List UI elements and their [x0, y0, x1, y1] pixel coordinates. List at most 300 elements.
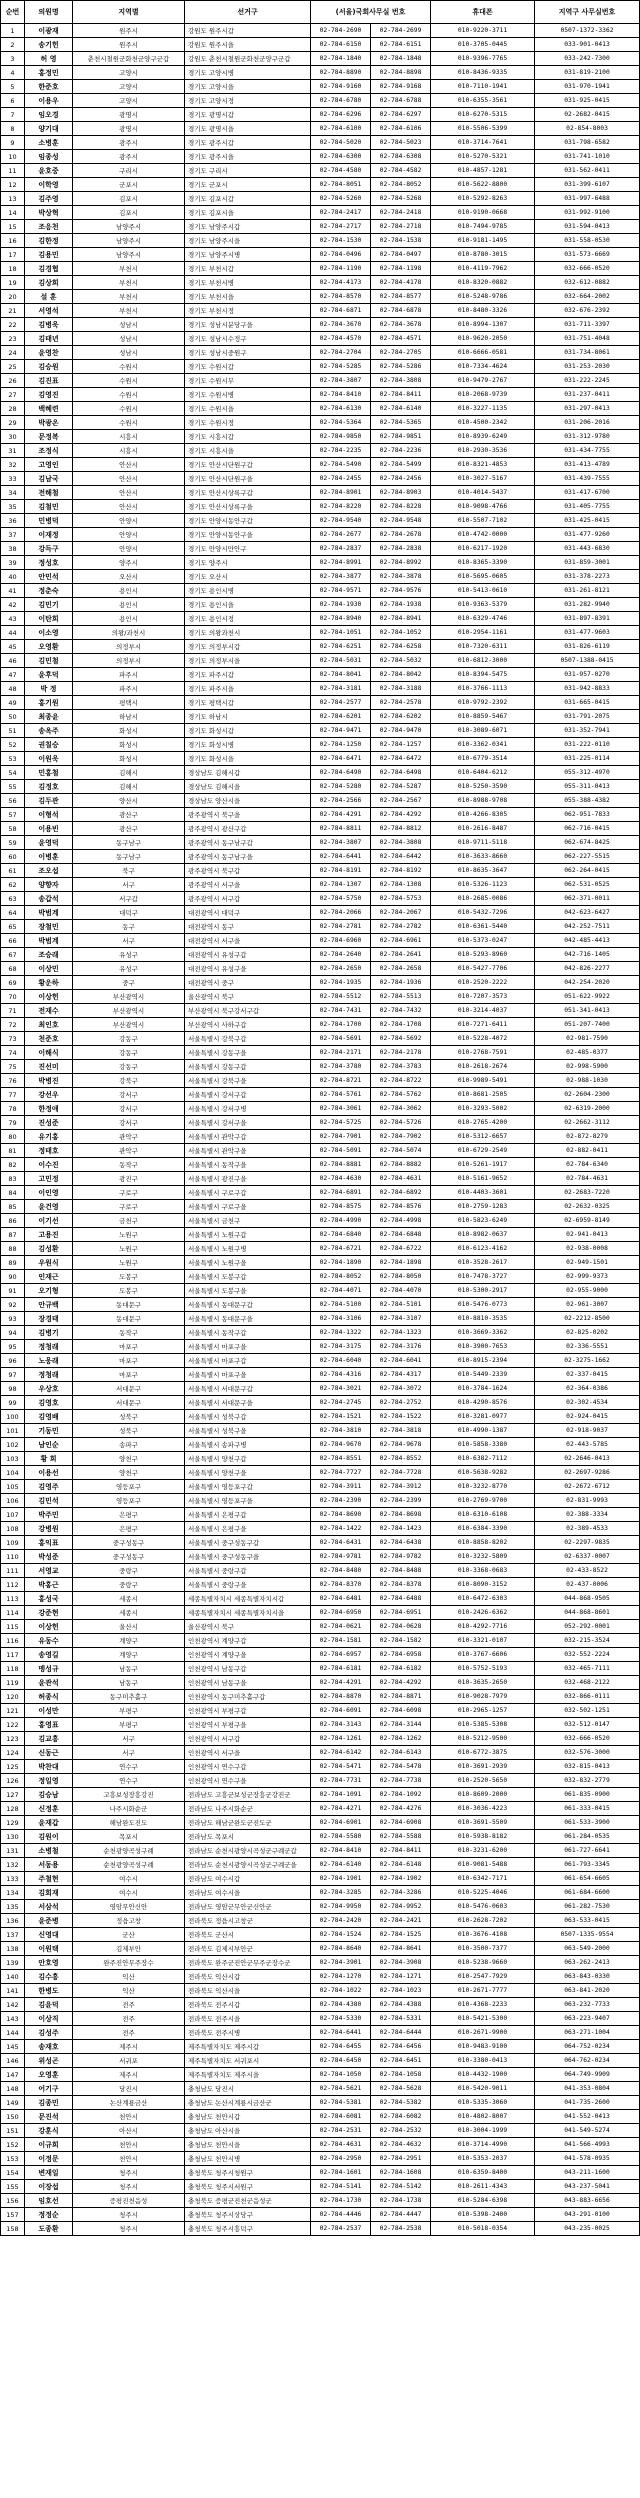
member-name: 홍익표	[25, 1536, 73, 1550]
row-number: 157	[1, 2208, 25, 2222]
seoul-office-phone-2: 02-784-4447	[371, 2208, 431, 2222]
seoul-office-phone-1: 02-784-8881	[311, 1158, 371, 1172]
seoul-office-phone-2: 02-784-9782	[371, 1550, 431, 1564]
member-name: 김승원	[25, 360, 73, 374]
seoul-office-phone-2: 02-784-9851	[371, 430, 431, 444]
district-cell: 강원도 원주시을	[185, 38, 311, 52]
table-row	[1, 1578, 640, 1592]
local-office-phone: 032-612-0882	[535, 276, 640, 290]
seoul-office-phone-1: 02-784-6950	[311, 1606, 371, 1620]
mobile-phone: 010-8982-0637	[431, 1228, 535, 1242]
seoul-office-phone-1: 02-784-7727	[311, 1466, 371, 1480]
seoul-office-phone-1: 02-784-4990	[311, 1214, 371, 1228]
district-cell: 전라북도 익산시을	[185, 1984, 311, 1998]
member-name: 우상호	[25, 1382, 73, 1396]
seoul-office-phone-1: 02-784-2690	[311, 24, 371, 38]
mobile-phone: 010-2628-7202	[431, 1914, 535, 1928]
table-row	[1, 1802, 640, 1816]
mobile-phone: 010-4290-8576	[431, 1396, 535, 1410]
district-cell: 경기도 안양시동안구을	[185, 528, 311, 542]
member-name: 오영환	[25, 640, 73, 654]
member-name: 박범계	[25, 906, 73, 920]
district-cell: 서울특별시 성북구을	[185, 1424, 311, 1438]
district-cell: 광주광역시 동구남구을	[185, 850, 311, 864]
local-office-phone: 042-254-2020	[535, 976, 640, 990]
region-cell: 연수구	[73, 1760, 185, 1774]
seoul-office-phone-2: 02-784-4582	[371, 164, 431, 178]
mobile-phone: 010-6310-6108	[431, 1508, 535, 1522]
local-office-phone: 031-477-9603	[535, 626, 640, 640]
region-cell: 동구남구	[73, 850, 185, 864]
region-cell: 제주시	[73, 2040, 185, 2054]
region-cell: 김포시	[73, 206, 185, 220]
local-office-phone: 032-666-0520	[535, 262, 640, 276]
member-name: 문진석	[25, 2110, 73, 2124]
seoul-office-phone-1: 02-784-2650	[311, 962, 371, 976]
table-row	[1, 1368, 640, 1382]
table-row	[1, 458, 640, 472]
table-row	[1, 234, 640, 248]
seoul-office-phone-1: 02-784-2455	[311, 472, 371, 486]
row-number: 86	[1, 1214, 25, 1228]
local-office-phone: 051-207-7400	[535, 1018, 640, 1032]
row-number: 93	[1, 1312, 25, 1326]
seoul-office-phone-2: 02-784-1092	[371, 1788, 431, 1802]
local-office-phone: 031-594-0413	[535, 220, 640, 234]
mobile-phone: 010-5248-9786	[431, 290, 535, 304]
mobile-phone: 010-3669-3362	[431, 1326, 535, 1340]
table-row	[1, 626, 640, 640]
local-office-phone: 031-819-2100	[535, 66, 640, 80]
seoul-office-phone-1: 02-784-6296	[311, 108, 371, 122]
table-row	[1, 2096, 640, 2110]
seoul-office-phone-1: 02-784-6891	[311, 1186, 371, 1200]
local-office-phone: 032-512-0147	[535, 1718, 640, 1732]
seoul-office-phone-1: 02-784-2171	[311, 1046, 371, 1060]
local-office-phone: 02-872-8279	[535, 1130, 640, 1144]
seoul-office-phone-2: 02-784-5753	[371, 892, 431, 906]
table-row	[1, 1200, 640, 1214]
table-row	[1, 1830, 640, 1844]
mobile-phone: 010-5858-3380	[431, 1438, 535, 1452]
table-row	[1, 1788, 640, 1802]
mobile-phone: 010-2954-1161	[431, 626, 535, 640]
region-cell: 춘천시철원군화천군양구군갑	[73, 52, 185, 66]
local-office-phone: 02-2297-9835	[535, 1536, 640, 1550]
local-office-phone: 031-352-7941	[535, 724, 640, 738]
mobile-phone: 010-8436-9335	[431, 66, 535, 80]
mobile-phone: 010-5018-0354	[431, 2222, 535, 2236]
seoul-office-phone-1: 02-784-2566	[311, 794, 371, 808]
row-number: 2	[1, 38, 25, 52]
table-row	[1, 990, 640, 1004]
row-number: 6	[1, 94, 25, 108]
region-cell: 익산	[73, 1970, 185, 1984]
seoul-office-phone-1: 02-784-0621	[311, 1620, 371, 1634]
row-number: 96	[1, 1354, 25, 1368]
district-cell: 경기도 수원시정	[185, 416, 311, 430]
mobile-phone: 010-3900-7653	[431, 1340, 535, 1354]
region-cell: 서귀포	[73, 2054, 185, 2068]
row-number: 53	[1, 752, 25, 766]
local-office-phone: 032-832-2779	[535, 1774, 640, 1788]
member-name: 노웅래	[25, 1354, 73, 1368]
seoul-office-phone-1: 02-784-8551	[311, 1452, 371, 1466]
region-cell: 논산계룡금산	[73, 2096, 185, 2110]
district-cell: 대전광역시 동구	[185, 920, 311, 934]
district-cell: 서울특별시 양천구을	[185, 1466, 311, 1480]
seoul-office-phone-2: 02-784-6848	[371, 1228, 431, 1242]
mobile-phone: 010-5292-8263	[431, 192, 535, 206]
member-name: 기동민	[25, 1424, 73, 1438]
member-name: 전해철	[25, 486, 73, 500]
seoul-office-phone-2: 02-784-8378	[371, 1578, 431, 1592]
region-cell: 서구	[73, 878, 185, 892]
member-name: 박주민	[25, 1508, 73, 1522]
district-cell: 광주광역시 서구갑	[185, 892, 311, 906]
table-row	[1, 976, 640, 990]
seoul-office-phone-2: 02-784-4292	[371, 1676, 431, 1690]
table-row	[1, 388, 640, 402]
mobile-phone: 010-4266-8305	[431, 808, 535, 822]
local-office-phone: 063-549-2000	[535, 1942, 640, 1956]
mobile-phone: 010-5507-7102	[431, 514, 535, 528]
seoul-office-phone-2: 02-784-1308	[371, 878, 431, 892]
member-name: 김영배	[25, 1410, 73, 1424]
seoul-office-phone-2: 02-784-3144	[371, 1718, 431, 1732]
seoul-office-phone-2: 02-784-8871	[371, 1690, 431, 1704]
local-office-phone: 051-622-9922	[535, 990, 640, 1004]
region-cell: 광산구	[73, 808, 185, 822]
mobile-phone: 010-7320-6311	[431, 640, 535, 654]
seoul-office-phone-2: 02-784-2658	[371, 962, 431, 976]
mobile-phone: 010-9479-2767	[431, 374, 535, 388]
row-number: 92	[1, 1298, 25, 1312]
member-name: 안민석	[25, 570, 73, 584]
local-office-phone: 031-942-8833	[535, 682, 640, 696]
seoul-office-phone-1: 02-784-5381	[311, 2096, 371, 2110]
seoul-office-phone-1: 02-784-4291	[311, 1676, 371, 1690]
seoul-office-phone-1: 02-784-6150	[311, 38, 371, 52]
local-office-phone: 02-784-6340	[535, 1158, 640, 1172]
mobile-phone: 010-8480-3326	[431, 304, 535, 318]
seoul-office-phone-2: 02-784-2641	[371, 948, 431, 962]
region-cell: 고흥보성장흥강진	[73, 1788, 185, 1802]
region-cell: 강서구	[73, 1116, 185, 1130]
seoul-office-phone-1: 02-784-1840	[311, 52, 371, 66]
local-office-phone: 031-925-0415	[535, 94, 640, 108]
member-name: 김주영	[25, 192, 73, 206]
member-name: 고영인	[25, 458, 73, 472]
row-number: 33	[1, 472, 25, 486]
region-cell: 나주시화순군	[73, 1802, 185, 1816]
mobile-phone: 010-5432-7296	[431, 906, 535, 920]
member-name: 최인호	[25, 1018, 73, 1032]
district-cell: 경기도 성남시분당구을	[185, 318, 311, 332]
mobile-phone: 010-5261-1917	[431, 1158, 535, 1172]
row-number: 148	[1, 2082, 25, 2096]
region-cell: 동구	[73, 920, 185, 934]
district-cell: 서울특별시 강북구갑	[185, 1032, 311, 1046]
region-cell: 세종시	[73, 1592, 185, 1606]
district-cell: 경기도 안산시단원구갑	[185, 458, 311, 472]
district-cell: 서울특별시 동대문구갑	[185, 1298, 311, 1312]
mobile-phone: 010-8915-2394	[431, 1354, 535, 1368]
district-cell: 경기도 평택시갑	[185, 696, 311, 710]
member-name: 서영교	[25, 1564, 73, 1578]
seoul-office-phone-2: 02-784-1423	[371, 1522, 431, 1536]
region-cell: 전주	[73, 2026, 185, 2040]
member-name: 이상헌	[25, 1620, 73, 1634]
seoul-office-phone-2: 02-784-4388	[371, 1998, 431, 2012]
table-row	[1, 2124, 640, 2138]
seoul-office-phone-1: 02-784-2066	[311, 906, 371, 920]
seoul-office-phone-1: 02-784-5490	[311, 458, 371, 472]
district-cell: 경기도 안산시상록구갑	[185, 486, 311, 500]
member-name: 안호영	[25, 1956, 73, 1970]
region-cell: 원주시	[73, 24, 185, 38]
row-number: 120	[1, 1690, 25, 1704]
region-cell: 중랑구	[73, 1578, 185, 1592]
seoul-office-phone-2: 02-784-2456	[371, 472, 431, 486]
member-name: 이재정	[25, 528, 73, 542]
row-number: 153	[1, 2152, 25, 2166]
row-number: 69	[1, 976, 25, 990]
local-office-phone: 043-883-6656	[535, 2194, 640, 2208]
mobile-phone: 010-5427-7706	[431, 962, 535, 976]
row-number: 156	[1, 2194, 25, 2208]
region-cell: 관악구	[73, 1130, 185, 1144]
mobile-phone: 010-9181-1495	[431, 234, 535, 248]
row-number: 125	[1, 1760, 25, 1774]
row-number: 80	[1, 1130, 25, 1144]
row-number: 54	[1, 766, 25, 780]
district-cell: 경기도 하남시	[185, 710, 311, 724]
row-number: 158	[1, 2222, 25, 2236]
seoul-office-phone-2: 02-784-2067	[371, 906, 431, 920]
mobile-phone: 010-6359-8400	[431, 2166, 535, 2180]
region-cell: 마포구	[73, 1368, 185, 1382]
region-cell: 익산	[73, 1984, 185, 1998]
table-row	[1, 794, 640, 808]
table-row	[1, 1886, 640, 1900]
table-row	[1, 1998, 640, 2012]
row-number: 121	[1, 1704, 25, 1718]
local-office-phone: 02-941-0413	[535, 1228, 640, 1242]
seoul-office-phone-1: 02-784-6100	[311, 122, 371, 136]
row-number: 108	[1, 1522, 25, 1536]
member-name: 오기형	[25, 1284, 73, 1298]
row-number: 42	[1, 598, 25, 612]
region-cell: 광진구	[73, 1172, 185, 1186]
member-name: 민홍철	[25, 766, 73, 780]
mobile-phone: 010-6812-3000	[431, 654, 535, 668]
mobile-phone: 010-3767-6606	[431, 1648, 535, 1662]
seoul-office-phone-1: 02-784-6251	[311, 640, 371, 654]
seoul-office-phone-1: 02-784-3780	[311, 1060, 371, 1074]
seoul-office-phone-1: 02-784-4380	[311, 1998, 371, 2012]
seoul-office-phone-2: 02-784-2421	[371, 1914, 431, 1928]
local-office-phone: 041-549-5274	[535, 2124, 640, 2138]
row-number: 71	[1, 1004, 25, 1018]
district-cell: 경기도 화성시을	[185, 752, 311, 766]
member-name: 위성곤	[25, 2054, 73, 2068]
local-office-phone: 031-378-2273	[535, 570, 640, 584]
seoul-office-phone-2: 02-784-6140	[371, 402, 431, 416]
table-row	[1, 486, 640, 500]
region-cell: 부평구	[73, 1704, 185, 1718]
region-cell: 순천광양곡성구례	[73, 1844, 185, 1858]
seoul-office-phone-2: 02-784-5101	[371, 1298, 431, 1312]
local-office-phone: 031-897-8391	[535, 612, 640, 626]
row-number: 35	[1, 500, 25, 514]
district-cell: 강원도 춘천시철원군화천군양구군갑	[185, 52, 311, 66]
member-name: 송재호	[25, 2040, 73, 2054]
seoul-office-phone-2: 02-784-3912	[371, 1480, 431, 1494]
table-row	[1, 178, 640, 192]
region-cell: 광명시	[73, 108, 185, 122]
region-cell: 평택시	[73, 696, 185, 710]
district-cell: 서울특별시 관악구갑	[185, 1130, 311, 1144]
district-cell: 전라북도 완주군진안군무주군장수군	[185, 1956, 311, 1970]
region-cell: 동구미추홀구	[73, 1690, 185, 1704]
row-number: 20	[1, 290, 25, 304]
region-cell: 양천구	[73, 1466, 185, 1480]
region-cell: 은평구	[73, 1522, 185, 1536]
seoul-office-phone-1: 02-784-5750	[311, 892, 371, 906]
local-office-phone: 02-433-8522	[535, 1564, 640, 1578]
region-cell: 화성시	[73, 752, 185, 766]
region-cell: 김제부안	[73, 1942, 185, 1956]
member-name: 이형석	[25, 808, 73, 822]
header-seoul-office-phone: (서울)국회사무실 번호	[311, 1, 431, 24]
seoul-office-phone-1: 02-784-5031	[311, 654, 371, 668]
seoul-office-phone-1: 02-784-6721	[311, 1242, 371, 1256]
header-local-office-phone: 지역구 사무실번호	[535, 1, 640, 24]
seoul-office-phone-2: 02-784-6498	[371, 766, 431, 780]
member-name: 권칠승	[25, 738, 73, 752]
seoul-office-phone-1: 02-784-2531	[311, 2124, 371, 2138]
district-cell: 경기도 파주시갑	[185, 668, 311, 682]
local-office-phone: 02-882-0411	[535, 1144, 640, 1158]
seoul-office-phone-2: 02-784-8941	[371, 612, 431, 626]
seoul-office-phone-1: 02-784-3670	[311, 318, 371, 332]
seoul-office-phone-2: 02-784-1936	[371, 976, 431, 990]
table-row	[1, 206, 640, 220]
local-office-phone: 042-826-2277	[535, 962, 640, 976]
seoul-office-phone-2: 02-784-6892	[371, 1186, 431, 1200]
row-number: 4	[1, 66, 25, 80]
member-name: 이원택	[25, 1942, 73, 1956]
region-cell: 원주시	[73, 38, 185, 52]
member-name: 소병훈	[25, 136, 73, 150]
seoul-office-phone-2: 02-784-2838	[371, 542, 431, 556]
mobile-phone: 010-8635-3647	[431, 864, 535, 878]
table-row	[1, 346, 640, 360]
district-cell: 경기도 부천시정	[185, 304, 311, 318]
seoul-office-phone-2: 02-784-6444	[371, 2026, 431, 2040]
district-cell: 경기도 구리시	[185, 164, 311, 178]
member-name: 백혜련	[25, 402, 73, 416]
district-cell: 서울특별시 서대문구갑	[185, 1382, 311, 1396]
mobile-phone: 010-6666-0581	[431, 346, 535, 360]
row-number: 18	[1, 262, 25, 276]
seoul-office-phone-1: 02-784-5280	[311, 780, 371, 794]
local-office-phone: 031-997-6488	[535, 192, 640, 206]
table-row	[1, 2194, 640, 2208]
local-office-phone: 031-225-0114	[535, 752, 640, 766]
member-name: 김민철	[25, 654, 73, 668]
region-cell: 마포구	[73, 1340, 185, 1354]
district-cell: 울산광역시 북구	[185, 1620, 311, 1634]
district-cell: 경기도 화성시갑	[185, 724, 311, 738]
district-cell: 경기도 오산시	[185, 570, 311, 584]
seoul-office-phone-1: 02-784-9850	[311, 430, 371, 444]
district-cell: 전라남도 해남군완도군진도군	[185, 1816, 311, 1830]
district-cell: 전라북도 전주시병	[185, 2026, 311, 2040]
member-name: 김남국	[25, 472, 73, 486]
district-cell: 충청북도 증평군진천군음성군	[185, 2194, 311, 2208]
district-cell: 서울특별시 도봉구갑	[185, 1270, 311, 1284]
seoul-office-phone-2: 02-784-1708	[371, 1018, 431, 1032]
row-number: 76	[1, 1074, 25, 1088]
seoul-office-phone-2: 02-784-1058	[371, 2068, 431, 2082]
region-cell: 남양주시	[73, 220, 185, 234]
district-cell: 경기도 의정부시갑	[185, 640, 311, 654]
mobile-phone: 010-6472-6303	[431, 1592, 535, 1606]
local-office-phone: 032-664-2002	[535, 290, 640, 304]
member-name: 이원욱	[25, 752, 73, 766]
mobile-phone: 010-5420-9011	[431, 2082, 535, 2096]
mobile-phone: 010-6329-4746	[431, 612, 535, 626]
seoul-office-phone-2: 02-784-6297	[371, 108, 431, 122]
table-row	[1, 1536, 640, 1550]
table-row	[1, 1410, 640, 1424]
mobile-phone: 010-3705-0445	[431, 38, 535, 52]
seoul-office-phone-1: 02-784-6780	[311, 94, 371, 108]
region-cell: 파주시	[73, 682, 185, 696]
seoul-office-phone-2: 02-784-4070	[371, 1284, 431, 1298]
member-name: 김윤덕	[25, 1998, 73, 2012]
mobile-phone: 010-3227-1135	[431, 402, 535, 416]
seoul-office-phone-2: 02-784-2178	[371, 1046, 431, 1060]
mobile-phone: 010-8321-4853	[431, 458, 535, 472]
row-number: 90	[1, 1270, 25, 1284]
member-name: 김민기	[25, 598, 73, 612]
region-cell: 송파구	[73, 1438, 185, 1452]
seoul-office-phone-2: 02-784-0497	[371, 248, 431, 262]
mobile-phone: 010-5212-9500	[431, 1732, 535, 1746]
mobile-phone: 010-5476-0603	[431, 1900, 535, 1914]
row-number: 23	[1, 332, 25, 346]
row-number: 27	[1, 388, 25, 402]
table-row	[1, 1480, 640, 1494]
seoul-office-phone-1: 02-784-4173	[311, 276, 371, 290]
local-office-phone: 062-371-0011	[535, 892, 640, 906]
member-name: 박병진	[25, 1074, 73, 1088]
district-cell: 충청북도 청주시상당구	[185, 2208, 311, 2222]
seoul-office-phone-2: 02-784-2705	[371, 346, 431, 360]
district-cell: 경기도 안양시만안구	[185, 542, 311, 556]
member-name: 우원식	[25, 1256, 73, 1270]
seoul-office-phone-2: 02-784-9548	[371, 514, 431, 528]
seoul-office-phone-2: 02-784-1052	[371, 626, 431, 640]
seoul-office-phone-1: 02-784-6431	[311, 1536, 371, 1550]
member-name: 송옥주	[25, 724, 73, 738]
region-cell: 해남완도진도	[73, 1816, 185, 1830]
member-name: 장철민	[25, 920, 73, 934]
region-cell: 서대문구	[73, 1382, 185, 1396]
